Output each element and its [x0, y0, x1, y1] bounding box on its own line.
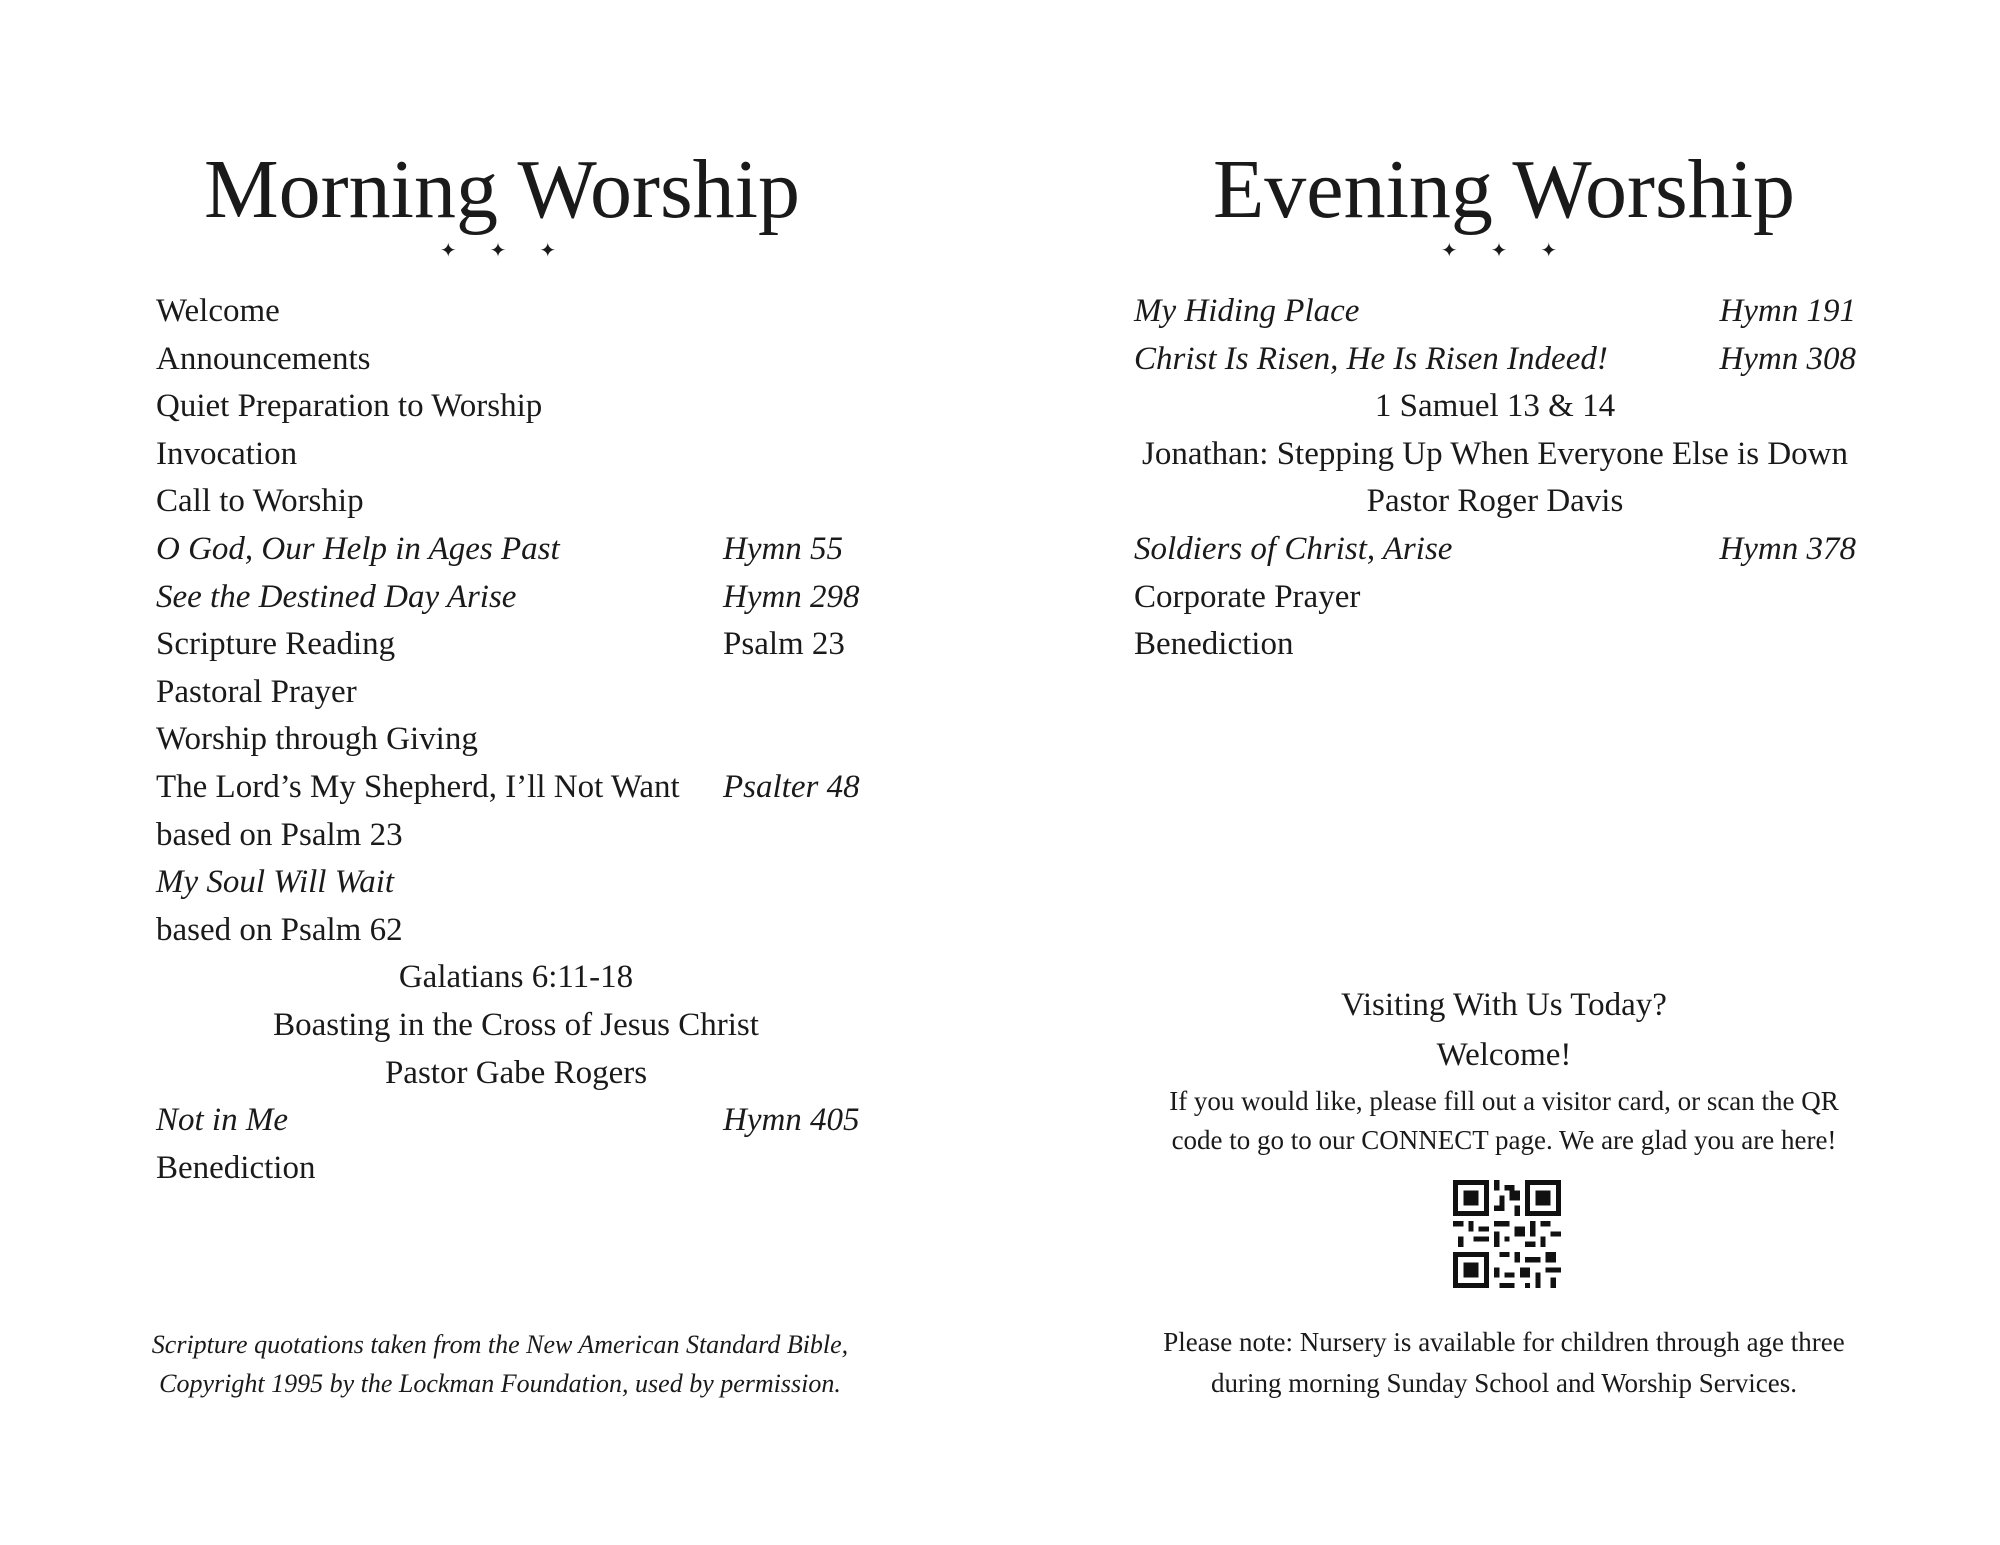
- service-item-title: O God, Our Help in Ages Past: [156, 530, 560, 567]
- service-item-title: Christ Is Risen, He Is Risen Indeed!: [1134, 340, 1608, 377]
- service-item-title: Scripture Reading: [156, 626, 396, 663]
- service-item-title: Soldiers of Christ, Arise: [1134, 530, 1453, 567]
- scripture-footnote: [100, 1325, 900, 1403]
- service-item: [156, 954, 876, 1002]
- visitor-instructions-line: code to go to our CONNECT page. We are glad you are here!: [1171, 1125, 1837, 1155]
- service-item: [156, 669, 876, 717]
- service-item-title: Welcome: [156, 293, 280, 329]
- service-item: [156, 288, 876, 336]
- service-item-reference: Hymn 308: [1719, 340, 1856, 377]
- service-item-title: Pastoral Prayer: [156, 673, 357, 710]
- nursery-note-line: during morning Sunday School and Worship Services.: [1210, 1368, 1798, 1398]
- service-item-title: Corporate Prayer: [1134, 578, 1361, 615]
- service-item-title: Call to Worship: [156, 483, 364, 520]
- service-item-title: based on Psalm 23: [156, 816, 403, 853]
- service-item-reference: Hymn 191: [1719, 293, 1856, 329]
- service-item-reference: Hymn 405: [723, 1102, 860, 1139]
- service-item-reference: Hymn 378: [1719, 530, 1856, 567]
- service-item: [1134, 621, 1856, 669]
- service-item: [156, 1145, 876, 1193]
- service-item: [156, 1050, 876, 1098]
- service-item-title: Invocation: [156, 435, 298, 472]
- service-item: [156, 1097, 876, 1145]
- service-item: [156, 383, 876, 431]
- service-item-reference: Hymn 298: [723, 578, 860, 615]
- service-item-title: Worship through Giving: [156, 721, 478, 758]
- evening-title: Evening Worship: [1213, 143, 1795, 236]
- service-item: [1134, 431, 1856, 479]
- service-item: [156, 812, 876, 860]
- service-item: [156, 907, 876, 955]
- visitor-instructions-line: If you would like, please fill out a visitor card, or scan the QR: [1169, 1086, 1839, 1116]
- morning-title: Morning Worship: [203, 143, 801, 236]
- service-item-title: The Lord’s My Shepherd, I’ll Not Want: [156, 768, 680, 805]
- ornament-divider: ✦ ✦ ✦: [439, 240, 571, 262]
- visitor-welcome-text: Welcome!: [1436, 1037, 1572, 1073]
- service-item-title: Pastor Roger Davis: [1366, 483, 1624, 520]
- service-item-title: based on Psalm 62: [156, 911, 403, 948]
- service-item: [156, 478, 876, 526]
- visitor-heading: Visiting With Us Today?: [1341, 987, 1667, 1023]
- service-item: [156, 1002, 876, 1050]
- service-item-reference: Hymn 55: [723, 530, 844, 567]
- service-item-reference: Psalter 48: [723, 768, 860, 805]
- service-item-title: Announcements: [156, 340, 371, 377]
- service-item-title: 1 Samuel 13 & 14: [1374, 388, 1616, 425]
- service-item-title: Not in Me: [156, 1102, 288, 1139]
- footnote-line: Copyright 1995 by the Lockman Foundation, used by permission.: [159, 1369, 841, 1398]
- service-item: [1134, 526, 1856, 574]
- service-item: [156, 621, 876, 669]
- service-item: [156, 526, 876, 574]
- service-item: [156, 716, 876, 764]
- service-item: [156, 764, 876, 812]
- service-item: [156, 574, 876, 622]
- service-item: [156, 859, 876, 907]
- visitor-instructions: [1134, 1082, 1874, 1160]
- service-item-title: Pastor Gabe Rogers: [384, 1054, 648, 1091]
- nursery-note-line: Please note: Nursery is available for children through age three: [1163, 1327, 1845, 1357]
- service-item: [1134, 288, 1856, 336]
- service-item: [1134, 574, 1856, 622]
- service-item: [156, 431, 876, 479]
- morning-order-of-service: [156, 288, 876, 1192]
- footnote-line: Scripture quotations taken from the New American Standard Bible,: [151, 1330, 849, 1359]
- service-item: [1134, 383, 1856, 431]
- ornament-divider: ✦ ✦ ✦: [1440, 240, 1572, 262]
- service-item-title: Galatians 6:11-18: [398, 959, 634, 996]
- visitor-welcome: [1134, 980, 1874, 1160]
- evening-worship-page: [1000, 0, 2000, 1545]
- service-item: [1134, 478, 1856, 526]
- service-item-title: My Hiding Place: [1134, 293, 1360, 329]
- nursery-note: [1134, 1322, 1874, 1404]
- service-item-title: Jonathan: Stepping Up When Everyone Else is Down: [1141, 435, 1849, 472]
- service-item-title: Quiet Preparation to Worship: [156, 388, 543, 425]
- qr-code-icon[interactable]: [1453, 1180, 1561, 1288]
- service-item-title: My Soul Will Wait: [156, 864, 395, 901]
- service-item: [156, 336, 876, 384]
- service-item: [1134, 336, 1856, 384]
- evening-order-of-service: [1134, 288, 1856, 669]
- service-item-title: Benediction: [1134, 626, 1294, 663]
- service-item-title: See the Destined Day Arise: [156, 578, 517, 615]
- service-item-reference: Psalm 23: [723, 626, 845, 663]
- service-item-title: Boasting in the Cross of Jesus Christ: [273, 1006, 759, 1043]
- service-item-title: Benediction: [156, 1149, 316, 1186]
